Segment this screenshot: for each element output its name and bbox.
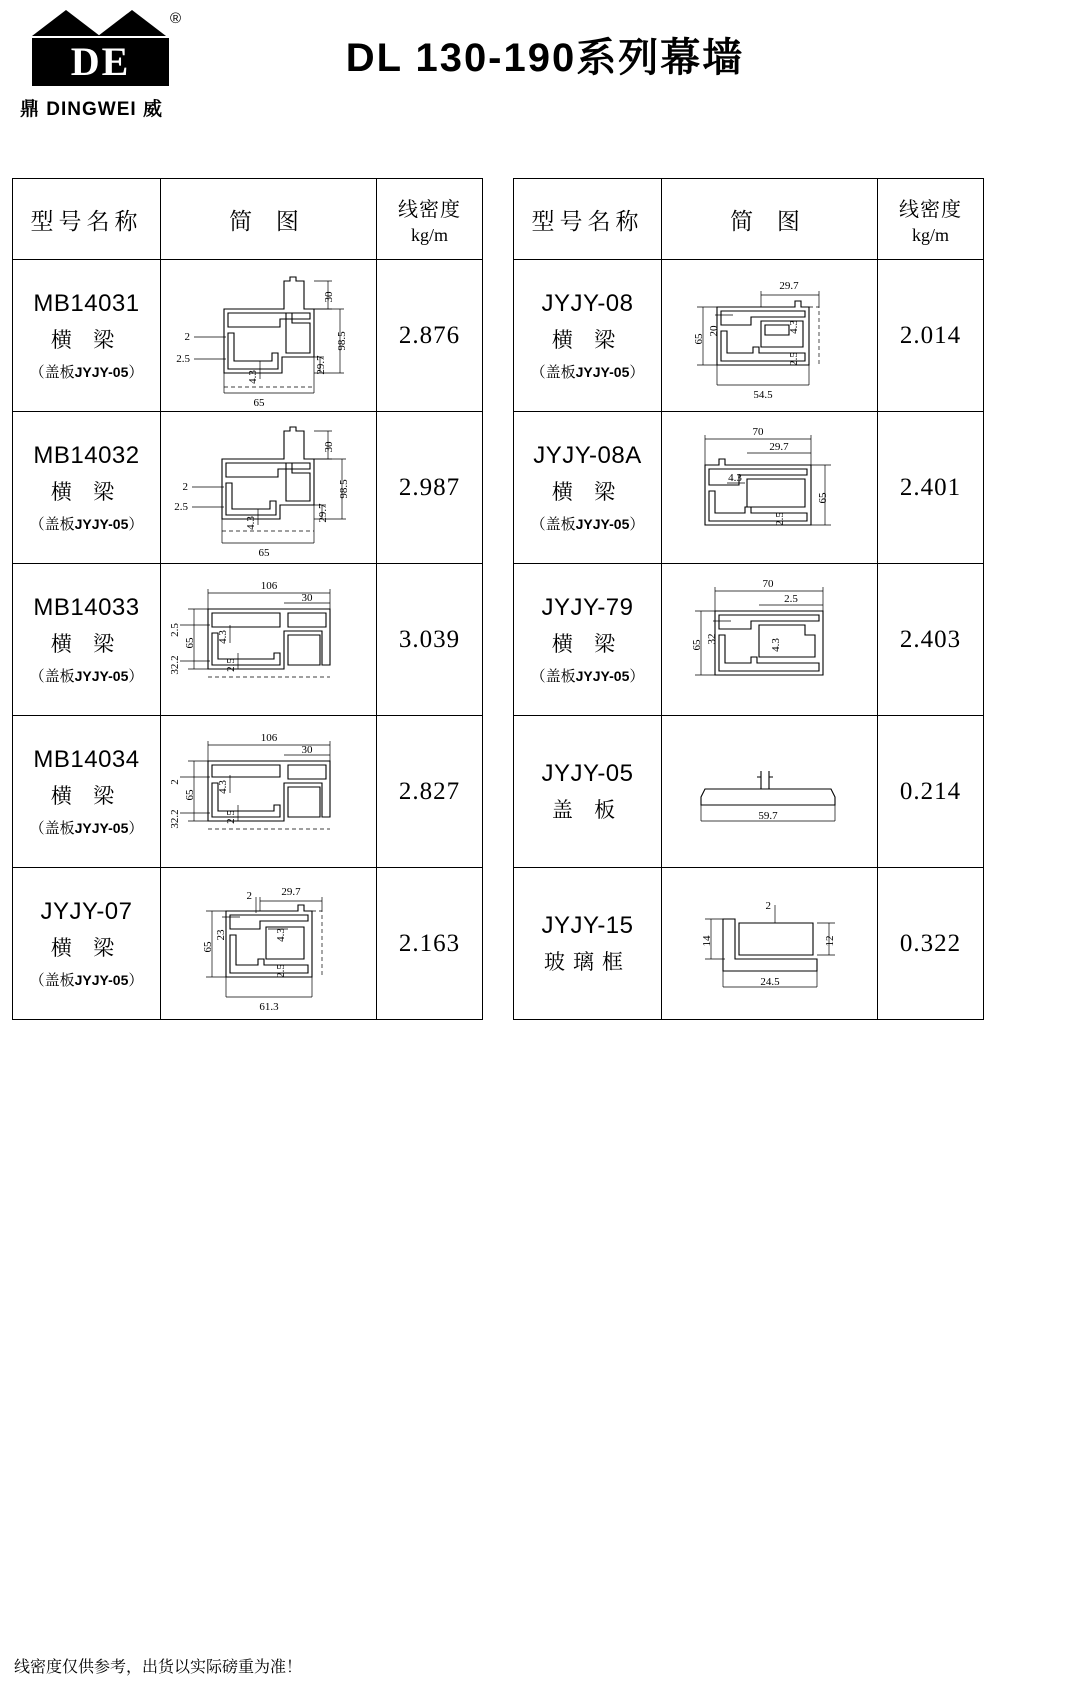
model-cell: JYJY-08A 横 梁 （盖板JYJY-05） bbox=[514, 412, 662, 564]
svg-text:23: 23 bbox=[214, 929, 227, 940]
svg-text:29.7: 29.7 bbox=[314, 354, 327, 375]
cover-plate-note: （盖板JYJY-05） bbox=[530, 363, 645, 381]
svg-text:29.7: 29.7 bbox=[316, 502, 329, 523]
density-cell: 0.214 bbox=[878, 716, 984, 868]
svg-text:54.5: 54.5 bbox=[752, 388, 773, 401]
density-cell: 2.827 bbox=[377, 716, 483, 868]
cover-plate-note: （盖板JYJY-05） bbox=[29, 515, 144, 533]
svg-text:24.5: 24.5 bbox=[759, 975, 780, 988]
svg-text:2.5: 2.5 bbox=[173, 500, 188, 513]
svg-text:29.7: 29.7 bbox=[768, 440, 789, 453]
profile-drawing bbox=[662, 413, 877, 563]
svg-text:30: 30 bbox=[322, 291, 335, 302]
table-row bbox=[514, 260, 984, 412]
svg-text:32: 32 bbox=[705, 633, 718, 644]
table-row bbox=[13, 260, 483, 412]
svg-text:30: 30 bbox=[322, 441, 335, 452]
footnote: 线密度仅供参考，出货以实际磅重为准！ bbox=[14, 1659, 303, 1676]
cover-plate-note: （盖板JYJY-05） bbox=[29, 971, 144, 989]
logo-letters: DE bbox=[70, 39, 131, 84]
table-row bbox=[514, 412, 984, 564]
svg-text:29.7: 29.7 bbox=[778, 279, 799, 292]
svg-text:65: 65 bbox=[183, 637, 196, 648]
svg-text:70: 70 bbox=[752, 425, 763, 438]
profile-drawing bbox=[662, 261, 877, 411]
right-spec-table bbox=[513, 178, 984, 1020]
model-cell: JYJY-15 玻璃框 bbox=[514, 868, 662, 1020]
table-row bbox=[13, 868, 483, 1020]
header-name: 型号名称 bbox=[514, 179, 662, 260]
table-row bbox=[13, 716, 483, 868]
svg-text:98.5: 98.5 bbox=[337, 478, 350, 499]
page-header bbox=[0, 0, 1090, 140]
figure-cell bbox=[662, 564, 878, 716]
svg-text:32.2: 32.2 bbox=[168, 654, 181, 675]
figure-cell bbox=[161, 868, 377, 1020]
registered-trademark-icon: ® bbox=[170, 10, 182, 27]
svg-text:106: 106 bbox=[260, 579, 277, 592]
model-cell: MB14031 横 梁 （盖板JYJY-05） bbox=[13, 260, 161, 412]
svg-text:2.5: 2.5 bbox=[274, 963, 287, 978]
header-density: 线密度 kg/m bbox=[377, 179, 483, 260]
svg-text:106: 106 bbox=[260, 731, 277, 744]
svg-text:61.3: 61.3 bbox=[258, 1000, 279, 1013]
density-cell: 2.987 bbox=[377, 412, 483, 564]
svg-text:2.5: 2.5 bbox=[773, 511, 786, 526]
model-cell: MB14033 横 梁 （盖板JYJY-05） bbox=[13, 564, 161, 716]
figure-cell bbox=[161, 260, 377, 412]
table-row bbox=[514, 564, 984, 716]
profile-drawing bbox=[662, 737, 877, 847]
svg-text:4.3: 4.3 bbox=[274, 927, 287, 942]
svg-text:2.5: 2.5 bbox=[175, 352, 190, 365]
figure-cell bbox=[161, 412, 377, 564]
table-row bbox=[13, 564, 483, 716]
table-row bbox=[13, 412, 483, 564]
svg-text:29.7: 29.7 bbox=[280, 885, 301, 898]
svg-text:2: 2 bbox=[765, 899, 771, 912]
svg-text:2: 2 bbox=[246, 889, 252, 902]
svg-text:98.5: 98.5 bbox=[335, 330, 348, 351]
svg-text:65: 65 bbox=[692, 333, 705, 344]
density-cell: 3.039 bbox=[377, 564, 483, 716]
profile-drawing bbox=[161, 869, 376, 1019]
svg-text:2: 2 bbox=[182, 480, 188, 493]
density-cell: 2.401 bbox=[878, 412, 984, 564]
spec-tables bbox=[12, 178, 1078, 1020]
header-name: 型号名称 bbox=[13, 179, 161, 260]
profile-drawing bbox=[161, 413, 376, 563]
svg-text:59.7: 59.7 bbox=[757, 809, 778, 822]
model-cell: JYJY-79 横 梁 （盖板JYJY-05） bbox=[514, 564, 662, 716]
svg-text:65: 65 bbox=[253, 396, 264, 409]
model-cell: MB14032 横 梁 （盖板JYJY-05） bbox=[13, 412, 161, 564]
figure-cell bbox=[161, 716, 377, 868]
model-cell: JYJY-08 横 梁 （盖板JYJY-05） bbox=[514, 260, 662, 412]
table-header-row bbox=[13, 179, 483, 260]
svg-text:4.3: 4.3 bbox=[216, 779, 229, 794]
svg-text:2.5: 2.5 bbox=[224, 809, 237, 824]
svg-text:2: 2 bbox=[184, 330, 190, 343]
svg-text:65: 65 bbox=[816, 492, 829, 503]
profile-drawing bbox=[161, 717, 376, 867]
svg-text:2.5: 2.5 bbox=[224, 657, 237, 672]
cover-plate-note: （盖板JYJY-05） bbox=[29, 667, 144, 685]
svg-text:2.5: 2.5 bbox=[787, 351, 800, 366]
svg-text:4.3: 4.3 bbox=[246, 369, 259, 384]
header-density: 线密度 kg/m bbox=[878, 179, 984, 260]
svg-text:4.3: 4.3 bbox=[727, 471, 742, 484]
density-cell: 0.322 bbox=[878, 868, 984, 1020]
figure-cell bbox=[662, 260, 878, 412]
svg-text:30: 30 bbox=[301, 591, 312, 604]
model-cell: JYJY-07 横 梁 （盖板JYJY-05） bbox=[13, 868, 161, 1020]
left-spec-table bbox=[12, 178, 483, 1020]
svg-text:12: 12 bbox=[823, 935, 836, 946]
svg-text:4.3: 4.3 bbox=[769, 637, 782, 652]
svg-text:2: 2 bbox=[168, 778, 181, 785]
model-cell: MB14034 横 梁 （盖板JYJY-05） bbox=[13, 716, 161, 868]
svg-text:2.5: 2.5 bbox=[168, 622, 181, 637]
cover-plate-note: （盖板JYJY-05） bbox=[530, 667, 645, 685]
svg-text:65: 65 bbox=[690, 639, 703, 650]
header-figure: 简 图 bbox=[662, 179, 878, 260]
svg-text:20: 20 bbox=[707, 325, 720, 336]
profile-drawing bbox=[662, 565, 877, 715]
cover-plate-note: （盖板JYJY-05） bbox=[29, 363, 144, 381]
svg-text:14: 14 bbox=[700, 935, 713, 946]
svg-text:65: 65 bbox=[258, 546, 269, 559]
figure-cell bbox=[662, 716, 878, 868]
svg-text:65: 65 bbox=[183, 789, 196, 800]
density-cell: 2.403 bbox=[878, 564, 984, 716]
cover-plate-note: （盖板JYJY-05） bbox=[530, 515, 645, 533]
svg-text:4.3: 4.3 bbox=[244, 515, 257, 530]
density-cell: 2.014 bbox=[878, 260, 984, 412]
figure-cell bbox=[662, 868, 878, 1020]
figure-cell bbox=[161, 564, 377, 716]
profile-drawing bbox=[662, 879, 877, 1009]
profile-drawing bbox=[161, 565, 376, 715]
svg-text:65: 65 bbox=[201, 941, 214, 952]
model-cell: JYJY-05 盖 板 bbox=[514, 716, 662, 868]
profile-drawing bbox=[161, 261, 376, 411]
table-row bbox=[514, 716, 984, 868]
table-header-row bbox=[514, 179, 984, 260]
cover-plate-note: （盖板JYJY-05） bbox=[29, 819, 144, 837]
svg-text:70: 70 bbox=[762, 577, 773, 590]
table-row bbox=[514, 868, 984, 1020]
header-figure: 简 图 bbox=[161, 179, 377, 260]
svg-text:30: 30 bbox=[301, 743, 312, 756]
density-cell: 2.876 bbox=[377, 260, 483, 412]
figure-cell bbox=[662, 412, 878, 564]
density-cell: 2.163 bbox=[377, 868, 483, 1020]
company-name: 鼎 DINGWEI 威 bbox=[20, 99, 163, 120]
svg-text:2.5: 2.5 bbox=[783, 592, 798, 605]
svg-text:4.3: 4.3 bbox=[787, 319, 800, 334]
svg-text:4.3: 4.3 bbox=[216, 629, 229, 644]
svg-text:32.2: 32.2 bbox=[168, 808, 181, 829]
page-title: DL 130-190系列幕墙 bbox=[345, 36, 745, 80]
